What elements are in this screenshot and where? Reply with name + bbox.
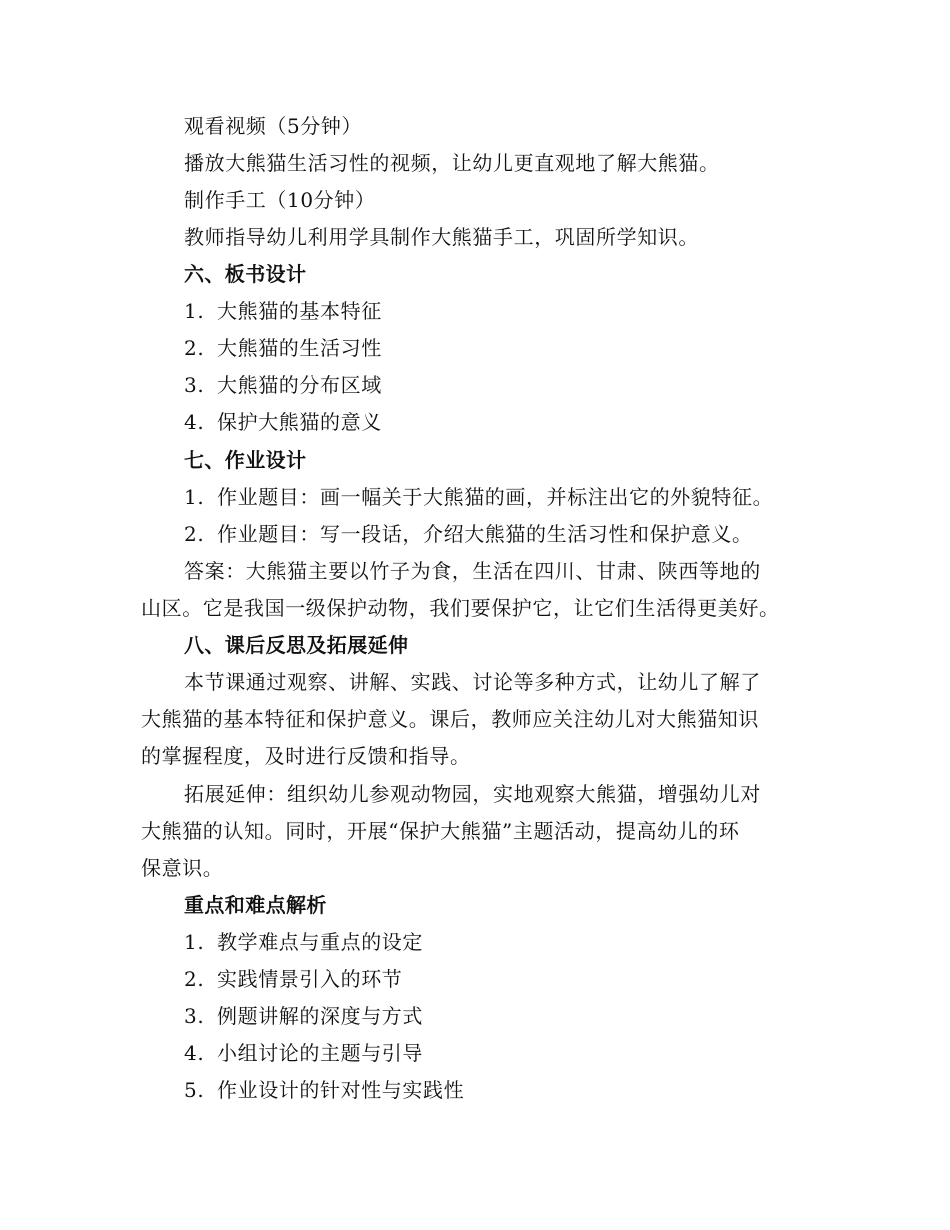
list-text: 作业题目：写一段话，介绍大熊猫的生活习性和保护意义。 xyxy=(217,522,753,546)
list-number: 4. xyxy=(184,410,205,434)
list-number: 1. xyxy=(184,930,205,954)
list-text: 大熊猫的生活习性 xyxy=(217,336,382,360)
section-heading-analysis: 重点和难点解析 xyxy=(184,893,327,917)
list-item xyxy=(184,965,402,993)
reflection-paragraph-line: 的掌握程度，及时进行反馈和指导。 xyxy=(141,744,471,768)
list-item xyxy=(184,1002,423,1030)
list-item xyxy=(184,1076,464,1104)
section-heading-homework-design: 七、作业设计 xyxy=(184,448,307,472)
list-number: 4. xyxy=(184,1041,205,1065)
list-text: 实践情景引入的环节 xyxy=(217,967,403,991)
list-text: 保护大熊猫的意义 xyxy=(217,410,382,434)
section-heading-reflection: 八、课后反思及拓展延伸 xyxy=(184,633,409,657)
list-item xyxy=(184,334,382,362)
list-text: 大熊猫的分布区域 xyxy=(217,373,382,397)
step6-body: 播放大熊猫生活习性的视频，让幼儿更直观地了解大熊猫。 xyxy=(184,151,720,175)
answer-paragraph-line: 答案：大熊猫主要以竹子为食，生活在四川、甘肃、陕西等地的 xyxy=(184,559,761,583)
list-text: 大熊猫的基本特征 xyxy=(217,299,382,323)
list-number: 2. xyxy=(184,522,205,546)
list-text: 作业设计的针对性与实践性 xyxy=(217,1078,465,1102)
list-text: 作业题目：画一幅关于大熊猫的画，并标注出它的外貌特征。 xyxy=(217,485,774,509)
step6-title: 观看视频（5分钟） xyxy=(184,114,363,138)
list-text: 例题讲解的深度与方式 xyxy=(217,1004,423,1028)
answer-paragraph-line: 山区。它是我国一级保护动物，我们要保护它，让它们生活得更美好。 xyxy=(141,596,780,620)
list-item xyxy=(184,297,382,325)
list-number: 1. xyxy=(184,485,205,509)
reflection-paragraph-line: 大熊猫的基本特征和保护意义。课后，教师应关注幼儿对大熊猫知识 xyxy=(141,707,759,731)
list-number: 5. xyxy=(184,1078,205,1102)
extension-paragraph-line: 拓展延伸：组织幼儿参观动物园，实地观察大熊猫，增强幼儿对 xyxy=(184,782,761,806)
list-number: 1. xyxy=(184,299,205,323)
list-item xyxy=(184,1039,423,1067)
reflection-paragraph-line: 本节课通过观察、讲解、实践、讨论等多种方式，让幼儿了解了 xyxy=(184,670,761,694)
extension-paragraph-line: 大熊猫的认知。同时，开展“保护大熊猫”主题活动，提高幼儿的环 xyxy=(141,819,740,843)
list-item xyxy=(184,520,753,548)
step7-title: 制作手工（10分钟） xyxy=(184,188,376,212)
step7-body: 教师指导幼儿利用学具制作大熊猫手工，巩固所学知识。 xyxy=(184,225,699,249)
list-item xyxy=(184,928,423,956)
list-number: 2. xyxy=(184,967,205,991)
list-item xyxy=(184,483,773,511)
list-item xyxy=(184,371,382,399)
list-number: 3. xyxy=(184,1004,205,1028)
section-heading-board-design: 六、板书设计 xyxy=(184,262,307,286)
list-number: 3. xyxy=(184,373,205,397)
extension-paragraph-line: 保意识。 xyxy=(141,856,224,880)
list-item xyxy=(184,408,382,436)
list-text: 教学难点与重点的设定 xyxy=(217,930,423,954)
list-number: 2. xyxy=(184,336,205,360)
list-text: 小组讨论的主题与引导 xyxy=(217,1041,423,1065)
